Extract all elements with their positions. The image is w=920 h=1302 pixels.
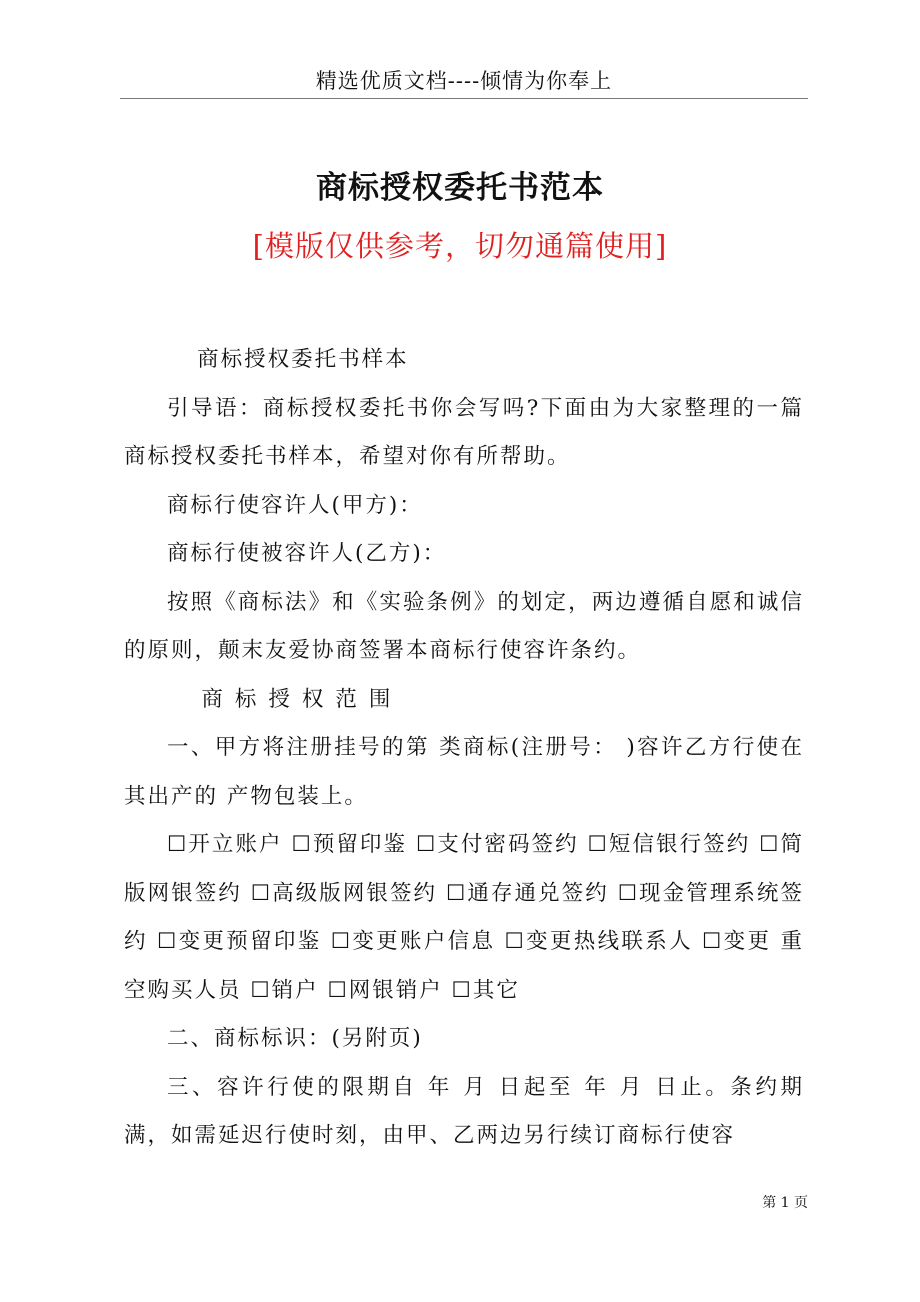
section-heading: 商标授权委托书样本: [197, 347, 409, 372]
page-header: 精选优质文档----倾情为你奉上: [315, 69, 613, 93]
clause-2: 二、商标标识：(另附页): [167, 1026, 423, 1051]
checkbox-options: ☐开立账户 ☐预留印鉴 ☐支付密码签约 ☐短信银行签约 ☐简版网银签约 ☐高级版网银签约 ☐通存通兑签约 ☐现金管理系统签约 ☐变更预留印鉴 ☐变更账户信息 ☐变更热线联系人 ☐变更 重空购买人员 ☐销户 ☐网银销户 ☐其它: [124, 832, 804, 1003]
page-number: 第 1 页: [762, 1195, 808, 1211]
party-a-line: 商标行使容许人(甲方)：: [167, 492, 423, 518]
document-body: [124, 336, 804, 1161]
clause-3: 三、容许行使的限期自 年 月 日起至 年 月 日止。条约期满，如需延迟行使时刻，由甲、乙两边另行续订商标行使容: [124, 1074, 804, 1148]
preamble-paragraph: 按照《商标法》和《实验条例》的划定，两边遵循自愿和诚信的原则，颠末友爱协商签署本商标行使容许条约。: [124, 589, 804, 663]
header-divider: [120, 98, 808, 99]
intro-paragraph: 引导语：商标授权委托书你会写吗?下面由为大家整理的一篇商标授权委托书样本，希望对你有所帮助。: [124, 395, 804, 469]
scope-heading: 商标授权范围: [201, 686, 403, 712]
document-subtitle: [模版仅供参考，切勿通篇使用]: [252, 229, 668, 263]
party-b-line: 商标行使被容许人(乙方)：: [167, 541, 447, 566]
clause-1: 一、甲方将注册挂号的第 类商标(注册号： )容许乙方行使在其出产的 产物包装上。: [124, 735, 804, 809]
document-title: 商标授权委托书范本: [316, 170, 604, 206]
